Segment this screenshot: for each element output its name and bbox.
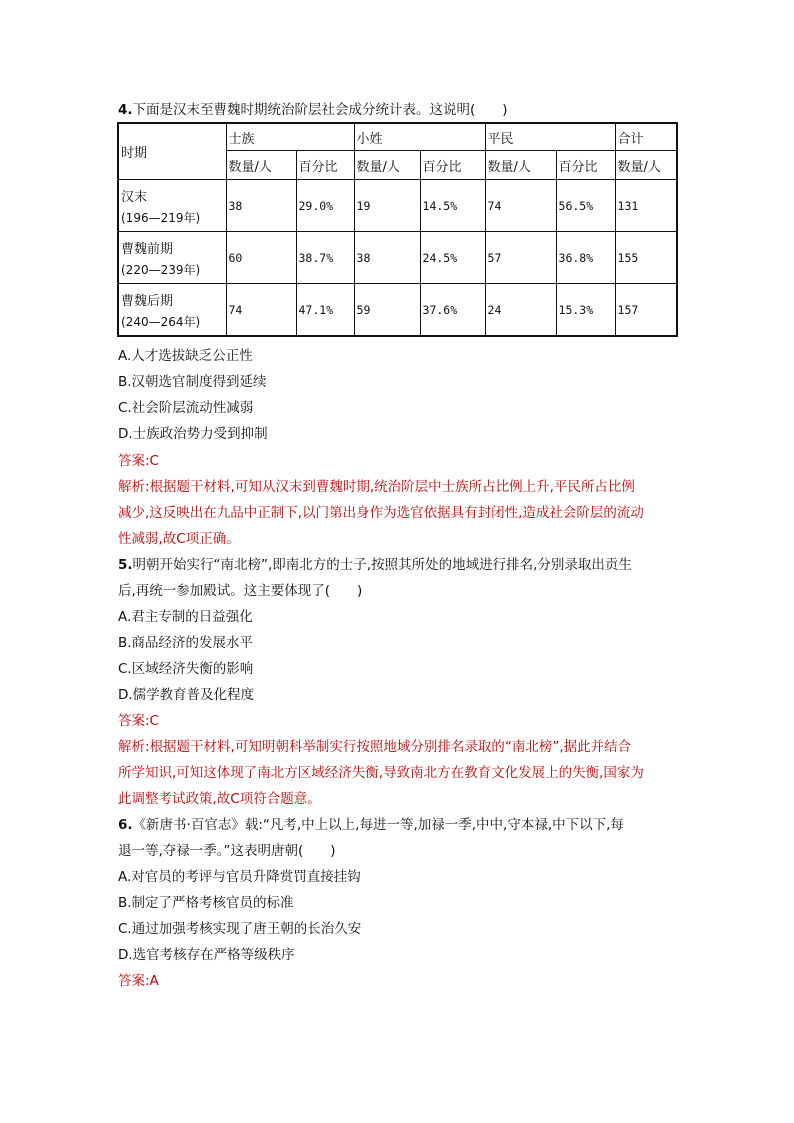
explanation-text: 根据题干材料,可知明朝科举制实行按照地域分别排名录取的“南北榜”,据此并结合 [149, 739, 632, 755]
period-years: (220—239年) [121, 262, 201, 277]
table-cell: 157 [615, 284, 677, 337]
period-years: (196—219年) [121, 210, 201, 225]
q6-option-a: A.对官员的考评与官员升降赏罚直接挂钩 [118, 869, 361, 885]
q5-explanation-line [118, 738, 631, 756]
period-years: (240—264年) [121, 314, 201, 329]
q6-stem [118, 816, 624, 834]
table-cell: 29.0% [296, 180, 354, 232]
table-cell: 56.5% [556, 180, 615, 232]
explanation-text: 根据题干材料,可知从汉末到曹魏时期,统治阶层中士族所占比例上升,平民所占比例 [149, 479, 635, 495]
q5-option-a: A.君主专制的日益强化 [118, 609, 253, 625]
table-cell: 38.7% [296, 232, 354, 284]
header-pingmin: 平民 [485, 123, 615, 151]
q6-answer: 答案:A [118, 973, 159, 989]
period-cell [118, 180, 226, 232]
table-row [118, 180, 677, 232]
q6-stem-text: 《新唐书·百官志》载:“凡考,中上以上,每进一等,加禄一季,中中,守本禄,中下以下,每 [132, 817, 624, 833]
subheader-count: 数量/人 [354, 151, 420, 180]
table-cell: 38 [354, 232, 420, 284]
table-row [118, 232, 677, 284]
table-cell: 15.3% [556, 284, 615, 337]
subheader-count: 数量/人 [226, 151, 296, 180]
subheader-count: 数量/人 [615, 151, 677, 180]
q6-number: 6. [118, 817, 133, 833]
header-total: 合计 [615, 123, 677, 151]
q4-option-d: D.士族政治势力受到抑制 [118, 426, 268, 442]
table-cell: 47.1% [296, 284, 354, 337]
q4-option-a: A.人才选拔缺乏公正性 [118, 348, 253, 364]
table-cell: 24.5% [420, 232, 485, 284]
table-cell: 74 [485, 180, 556, 232]
period-name: 曹魏前期 [121, 241, 174, 257]
subheader-pct: 百分比 [296, 151, 354, 180]
q4-explanation-line: 减少,这反映出在九品中正制下,以门第出身作为选官依据具有封闭性,造成社会阶层的流动 [118, 505, 644, 521]
table-cell: 155 [615, 232, 677, 284]
table-cell: 14.5% [420, 180, 485, 232]
table-cell: 59 [354, 284, 420, 337]
q5-stem-line: 后,再统一参加殿试。这主要体现了( ) [118, 583, 363, 599]
q4-explanation-line: 性减弱,故C项正确。 [118, 531, 240, 547]
q6-stem-line: 退一等,夺禄一季。”这表明唐朝( ) [118, 843, 336, 859]
q5-answer: 答案:C [118, 713, 159, 729]
q6-option-d: D.选官考核存在严格等级秩序 [118, 947, 295, 963]
header-period: 时期 [118, 123, 226, 180]
period-name: 曹魏后期 [121, 293, 174, 309]
period-name: 汉末 [121, 189, 148, 205]
q4-option-c: C.社会阶层流动性减弱 [118, 400, 254, 416]
period-cell [118, 284, 226, 337]
period-cell [118, 232, 226, 284]
table-cell: 38 [226, 180, 296, 232]
q6-option-b: B.制定了严格考核官员的标准 [118, 895, 294, 911]
explanation-label: 解析: [118, 479, 150, 495]
q5-explanation-line: 所学知识,可知这体现了南北方区域经济失衡,导致南北方在教育文化发展上的失衡,国家为 [118, 765, 644, 781]
subheader-count: 数量/人 [485, 151, 556, 180]
table-cell: 37.6% [420, 284, 485, 337]
table-cell: 24 [485, 284, 556, 337]
table-cell: 74 [226, 284, 296, 337]
q4-number: 4. [118, 102, 133, 118]
explanation-label: 解析: [118, 739, 150, 755]
table-row [118, 284, 677, 337]
table-cell: 60 [226, 232, 296, 284]
subheader-pct: 百分比 [556, 151, 615, 180]
q4-option-b: B.汉朝选官制度得到延续 [118, 374, 267, 390]
table-cell: 36.8% [556, 232, 615, 284]
q4-answer: 答案:C [118, 453, 159, 469]
q5-option-c: C.区域经济失衡的影响 [118, 661, 254, 677]
header-shizu: 士族 [226, 123, 354, 151]
q5-option-d: D.儒学教育普及化程度 [118, 687, 255, 703]
q5-option-b: B.商品经济的发展水平 [118, 635, 254, 651]
q4-stem [118, 101, 508, 119]
q5-stem-text: 明朝开始实行“南北榜”,即南北方的士子,按照其所处的地域进行排名,分别录取出贡生 [132, 557, 632, 573]
stat-table [117, 122, 678, 337]
header-xiaoxing: 小姓 [354, 123, 485, 151]
q5-stem [118, 556, 632, 574]
table-cell: 19 [354, 180, 420, 232]
q4-explanation-line [118, 478, 635, 496]
q5-number: 5. [118, 557, 133, 573]
q4-stem-text: 下面是汉末至曹魏时期统治阶层社会成分统计表。这说明( ) [132, 102, 508, 118]
q5-explanation-line: 此调整考试政策,故C项符合题意。 [118, 791, 321, 807]
q6-option-c: C.通过加强考核实现了唐王朝的长治久安 [118, 921, 362, 937]
table-cell: 131 [615, 180, 677, 232]
table-cell: 57 [485, 232, 556, 284]
subheader-pct: 百分比 [420, 151, 485, 180]
